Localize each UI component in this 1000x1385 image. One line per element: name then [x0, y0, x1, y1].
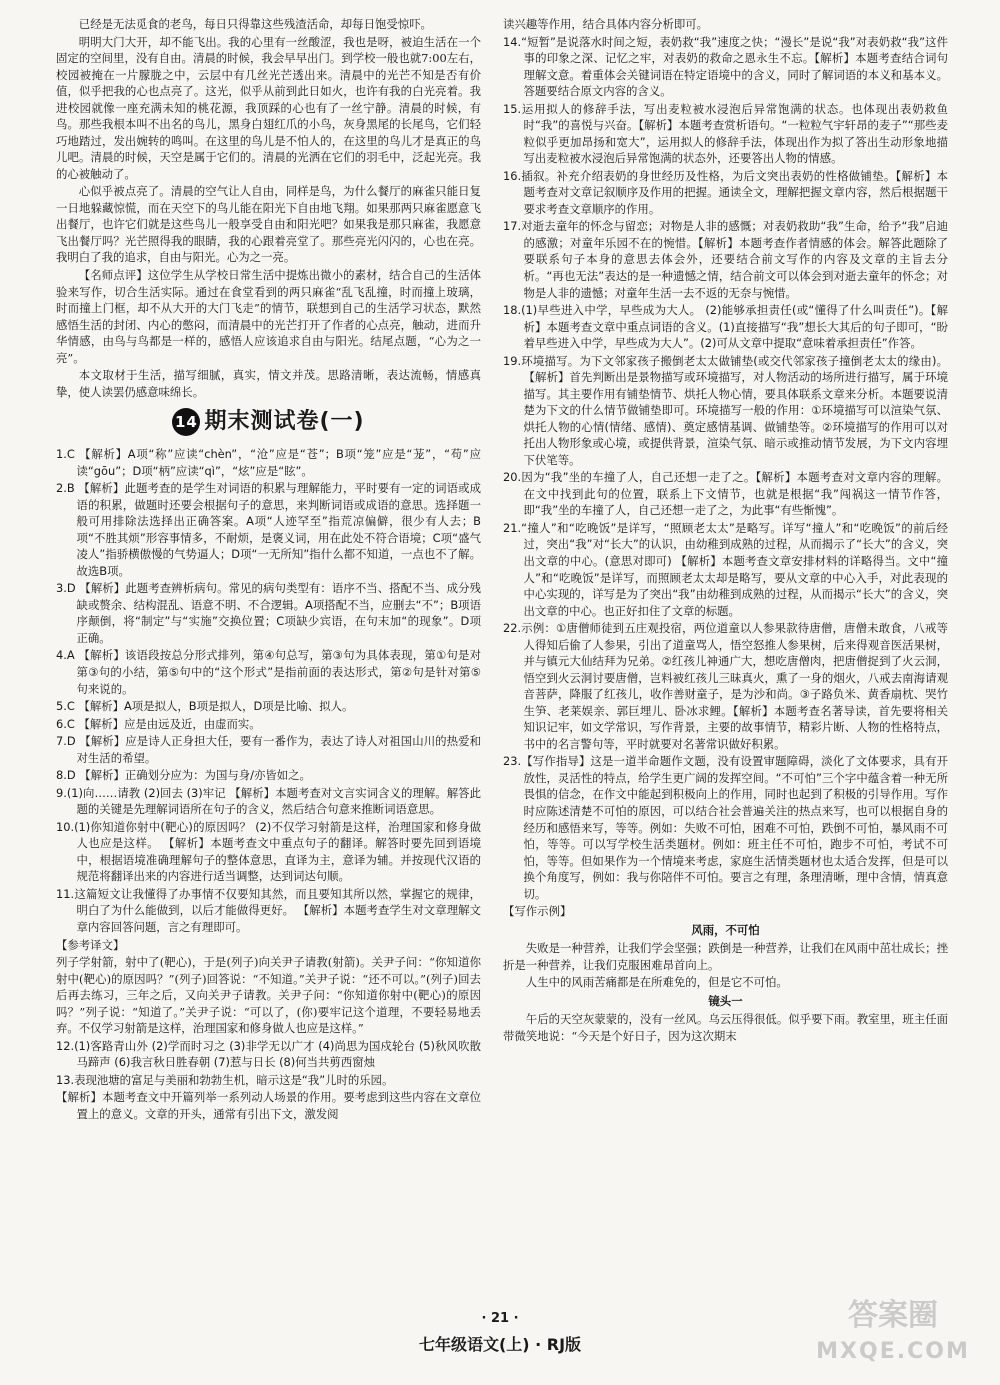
answer-item: 13.表现池塘的富足与美丽和勃勃生机，暗示这是“我”儿时的乐园。 [56, 1072, 394, 1087]
answer-item: 21.“撞人”和“吃晚饭”是详写，“照顾老太太”是略写。详写“撞人”和“吃晚饭”的前后经过，突出“我”对“长大”的认识，由幼稚到成熟的过程，从而揭示了“长大”的含义，突出文章的中心。(意思对即可) 【解析】本题考查文章安排材料的详略得当。文中“撞人”和“吃晚饭”是详写，而照顾老太太却是略写，要从文章的中心入手，对此表现的中心实现的，详写是为了突出“我”由幼稚到成熟的过程，从而揭示“长大”的含义，突出文章的中心。也正好扣住了文章的标题。 [503, 520, 948, 618]
answer-item: 10.(1)你知道你射中(靶心)的原因吗？ (2)不仅学习射箭是这样，治理国家和修身做人也应是这样。 【解析】本题考查文中重点句子的翻译。解答时要先回到语境中，根据语境准确理解句子的整体意思，直译为主，意译为辅。并按现代汉语的规范将翻译出来的内容进行适当调整，达到词达句顺。 [56, 819, 481, 884]
answer-item: 【解析】本题考查文中开篇列举一系列动人场景的作用。要考虑到这些内容在文章位置上的意义。文章的开头，通常有引出下文，激发阅 [56, 1090, 481, 1121]
text-paragraph: 心似乎被点亮了。清晨的空气让人自由，同样是鸟，为什么餐厅的麻雀只能日复一日地躲藏惊慌，而在天空下的鸟儿能在阳光下自由地飞翔。如果那两只麻雀愿意飞出餐厅，也许它们就是这些鸟儿一般享受自由和阳光吧？如果我是那只麻雀，我愿意飞出餐厅吗？光芒照得我的眼睛，我的心跟着亮堂了。那些亮光闪闪的，心也在亮。我明白了我的追求，自由与阳光。心为之一亮。 [56, 184, 481, 265]
answer-item: 2.B 【解析】此题考查的是学生对词语的积累与理解能力，平时要有一定的词语或成语的积累，做题时还要会根据句子的意思，来判断词语或成语的意思。选择题一般可用排除法选择出正确答案。A项“人迹罕至”指荒凉偏僻，很少有人去；B项“不胜其烦”形容事情多，不耐烦，是褒义词，用在此处不符合语境；C项“盛气凌人”指骄横傲慢的气势逼人；D项“一无所知”指什么都不知道，一点也不了解。故选B项。 [56, 481, 481, 578]
left-column [56, 16, 481, 1315]
answer-item: 【写作示例】 [503, 904, 572, 919]
answer-item: 20.因为“我”坐的车撞了人，自己还想一走了之。【解析】本题考查对文章内容的理解。在文中找到此句的位置，联系上下文情节，也就是根据“我”闯祸这一情节作答，即“我”坐的车撞了人，自己还想一走了之，为此事“有些惭愧”。 [503, 470, 948, 518]
answer-item: 16.插叙。补充介绍表奶的身世经历及性格，为后文突出表奶的性格做铺垫。【解析】本题考查对文章记叙顺序及作用的把握。通读全文，理解把握文章内容，然后根据题干要求考查文章顺序的作用。 [503, 168, 948, 216]
book-title: 七年级语文(上) · RJ版 [418, 1334, 582, 1354]
answer-item: 23.【写作指导】这是一道半命题作文题，没有设置审题障碍，淡化了文体要求，具有开放性，灵活性的特点，给学生更广阔的发挥空间。“不可怕”三个字中蕴含着一种无所畏惧的信念，在作文中能起到积极向上的作用，同时也起到了积极的引导作用。写作时应陈述清楚不可怕的原因，可以结合社会普遍关注的热点来写，也可以根据自身的经历和感悟来写，等等。例如：失败不可怕，困难不可怕，跌倒不可怕，暴风雨不可怕，等等。可以写学校生活类题材。例如：班主任不可怕，跑步不可怕，考试不可怕，等等。但如果作为一个情境来考虑，家庭生活情类题材也太适合发挥，但是可以换个角度写，例如：我与你陪伴不可怕。要言之有理，条理清晰，理中含情，情真意切。 [503, 754, 948, 901]
watermark-url: MXQE.COM [816, 1339, 970, 1364]
answer-item: 读兴趣等作用，结合具体内容分析即可。 [503, 17, 709, 31]
answer-item: 9.(1)向……请教 (2)回去 (3)牢记 【解析】本题考查对文言实词含义的理解。解答此题的关键是先理解词语所在句子的含义，然后结合句意来推断词语意思。 [56, 785, 481, 817]
right-column [503, 16, 948, 1315]
text-paragraph: 明明大门大开，却不能飞出。我的心里有一丝酸涩，我也是呀，被迫生活在一个固定的空间里，没有自由。清晨的时候，我会早早出门。到学校一般也就7:00左右，校园被掩在一片朦胧之中，云层中有几丝光芒透出来。清晨中的光芒不知是否有价值，似乎把我的心也点亮了。这光，似乎从前到此日如火，也许有我的白光亮着。我进校园就像一座充满未知的桃花源，我顶踩的心也有了一丝宁静。清晨的时候，有鸟。那些我根本叫不出名的鸟儿，黑身白翅红爪的小鸟，灰身黑尾的长尾鸟，它们轻巧地踏过，发出婉转的鸣叫。在这里的鸟儿是不怕人的，在这里的鸟儿才是真正的鸟儿吧。清晨的时候，天空是属于它们的。清晨的光洒在它们的羽毛中，泛起光亮。我的心被触动了。 [56, 34, 481, 181]
answer-item: 18.(1)早些进入中学，早些成为大人。 (2)能够承担责任(或“懂得了什么叫责任”)。【解析】本题考查文章中重点词语的含义。(1)直接描写“我”想长大其后的句子即可，“盼着早些进入中学，早些成为大人”。(2)可从文章中提取“意味着承担责任”作答。 [503, 303, 948, 351]
answer-item: 15.运用拟人的修辞手法，写出麦粒被水浸泡后异常饱满的状态。也体现出表奶救鱼时“我”的喜悦与兴奋。【解析】本题考查赏析语句。“一粒粒气宇轩昂的麦子”“那些麦粒似乎更加昂扬和宽大”，运用拟人的修辞手法，体现出作为拟了答出生动形象地描写出麦粒被水浸泡后异常饱满的状态外，还要答出人物的情感。 [503, 101, 948, 166]
exam-title-text: 期末测试卷(一) [204, 409, 365, 435]
section-heading: 镜头一 [708, 993, 743, 1008]
answer-item: 17.对逝去童年的怀念与留恋；对物是人非的感慨；对表奶救助“我”生命，给予“我”启迪的感激；对童年乐园不在的惋惜。【解析】本题考查作者情感的体会。解答此题除了要联系句子本身的意思去体会外，还要结合前文写作的内容及文章的主旨去分析。“再也无法”表达的是一种遗憾之情，结合前文可以体会到对逝去童年的怀念；对物是人非的遗憾；对童年生活一去不返的无奈与惋惜。 [503, 219, 948, 300]
watermark-logo [808, 1298, 978, 1378]
answer-item: 11.这篇短文让我懂得了办事情不仅要知其然，而且要知其所以然，掌握它的规律，明白了为什么能做到，以后才能做得更好。 【解析】本题考查学生对文章理解文章内容回答问题，言之有理即可。 [56, 886, 481, 934]
text-paragraph: 本文取材于生活，描写细腻，真实，情文并茂。思路清晰，表达流畅，情感真挚，使人读罢仍感意味绵长。 [56, 368, 481, 399]
text-paragraph: 午后的天空灰蒙蒙的，没有一丝风。乌云压得很低。似乎要下雨。教室里，班主任面带微笑地说：“今天是个好日子，因为这次期末 [503, 1012, 948, 1043]
page-number: · 21 · [481, 1311, 519, 1326]
watermark-text: 答案圈 [848, 1298, 938, 1333]
answer-item: 3.D 【解析】此题考查辨析病句。常见的病句类型有：语序不当、搭配不当、成分残缺或赘余、结构混乱、语意不明、不合逻辑。A项搭配不当，应删去“不”；B项语序颠倒，将“制定”与“实施”交换位置；C项缺少宾语，在句末加“的现象”。D项正确。 [56, 581, 481, 645]
text-paragraph: 列子学射箭，射中了(靶心)，于是(列子)向关尹子请教(射箭)。关尹子问：“你知道你射中(靶心)的原因吗？”(列子)回答说：“不知道。”关尹子说：“还不可以。”(列子)回去后再去练习，三年之后，又向关尹子请教。关尹子问：“你知道你射中(靶心)的原因吗？”列子说：“知道了。”关尹子说：“可以了，(你)要牢记这个道理，不要轻易地丢弃。不仅学习射箭是这样，治理国家和修身做人也应是这样。” [56, 955, 481, 1036]
answer-item: 5.C 【解析】A项是拟人，B项是拟人，D项是比喻、拟人。 [56, 699, 354, 714]
answer-item: 14.“短暂”是说落水时间之短，表奶救“我”速度之快；“漫长”是说“我”对表奶救“我”这件事的印象之深、记忆之牢，对表奶的救命之恩永生不忘。【解析】本题考查结合词句理解文意。着重体会关键词语在特定语境中的含义，同时了解词语的本义和基本义。答题要结合原文内容的含义。 [503, 34, 948, 99]
answer-item: 22.示例：①唐僧师徒到五庄观投宿，两位道童以人参果款待唐僧，唐僧未敢食，八戒等人得知后偷了人参果，引出了道童骂人，悟空怒推人参果树，后来得观音医活果树，并与镇元大仙结拜为兄弟。②红孩儿神通广大，想吃唐僧肉，把唐僧捉到了火云洞，悟空到火云洞讨要唐僧，岂料被红孩儿三昧真火，熏了一身的烟火，八戒去南海请观音菩萨，降服了红孩儿，收作善财童子，是为沙和尚。③子路负米、黄香扇枕、哭竹生笋、老莱娱亲、郭巨埋儿、卧冰求鲤。【解析】本题考查名著导读，首先要将相关知识记牢，如文学常识，写作背景，主要的故事情节，精彩片断、人物的性格特点，书中的名言警句等，平时就要对名著常识做好积累。 [503, 621, 948, 751]
text-paragraph: 【名师点评】这位学生从学校日常生活中提炼出微小的素材，结合自己的生活体验来写作，切合生活实际。通过在食堂看到的两只麻雀“乱飞乱撞，时而撞上玻璃，时而撞上门框，却不从大开的大门飞走”的情节，联想到自己的生活学习状态，默然感悟生活的封闭、内心的憋闷，而清晨中的光芒打开了作者的心点亮，触动，进而升华情感，由鸟与鸟都是一样的，感悟人应该追求自由与阳光。结尾点题，“心为之一亮”。 [56, 267, 481, 365]
text-paragraph: 人生中的风雨苦痛都是在所难免的，但是它不可怕。 [525, 975, 788, 990]
exam-title [56, 406, 481, 438]
section-heading: 风雨，不可怕 [691, 922, 760, 937]
answer-item: 19.环境描写。为下文邻家孩子搬倒老太太做铺垫(或交代邻家孩子撞倒老太太的缘由)。【解析】首先判断出是景物描写或环境描写，对人物活动的场所进行描写，属于环境描写。其主要作用有铺垫情节、烘托人物心情，要具体联系文章来分析。本题要说清楚为下文的什么情节做铺垫即可。环境描写一般的作用：①环境描写可以渲染气氛、烘托人物的心情(情绪、感情)、奠定感情基调、做铺垫等。②环境描写的作用可以对托出人物形象或心境，或提供背景，渲染气氛、暗示或推动情节发展，为下文内容埋下伏笔等。 [503, 353, 948, 467]
answer-item: 7.D 【解析】应是诗人正身担大任，要有一番作为，表达了诗人对祖国山川的热爱和对生活的希望。 [56, 734, 481, 765]
answer-item: 4.A 【解析】该语段按总分形式排列，第④句总写，第③句为具体表现，第①句是对第③句的小结，第⑤句中的“这个形式”是指前面的表达形式，第②句是针对第⑤句来说的。 [56, 648, 481, 696]
exam-number-badge: 14 [172, 408, 200, 436]
answer-item: 6.C 【解析】应是由远及近，由虚而实。 [56, 716, 261, 731]
answer-item: 【参考译文】 [56, 937, 125, 952]
text-paragraph: 失败是一种营养，让我们学会坚强；跌倒是一种营养，让我们在风雨中茁壮成长；挫折是一种营养，让我们克服困难昂首向上。 [503, 941, 948, 972]
text-paragraph: 已经是无法觅食的老鸟，每日只得靠这些残渣活命，却每日饱受惊吓。 [78, 17, 432, 31]
answer-item: 8.D 【解析】正确划分应为：为国与身/亦皆如之。 [56, 768, 311, 783]
answer-item: 1.C 【解析】A项“称”应读“chèn”，“沧”应是“苍”；B项“笼”应是“茏”，“苟”应读“gōu”；D项“柄”应读“qì”，“炫”应是“眩”。 [56, 447, 481, 478]
answer-item: 12.(1)客路青山外 (2)学而时习之 (3)非学无以广才 (4)尚思为国戍轮台 (5)秋风吹散马蹄声 (6)我言秋日胜春朝 (7)惹与日长 (8)何当共剪西窗烛 [56, 1038, 481, 1070]
